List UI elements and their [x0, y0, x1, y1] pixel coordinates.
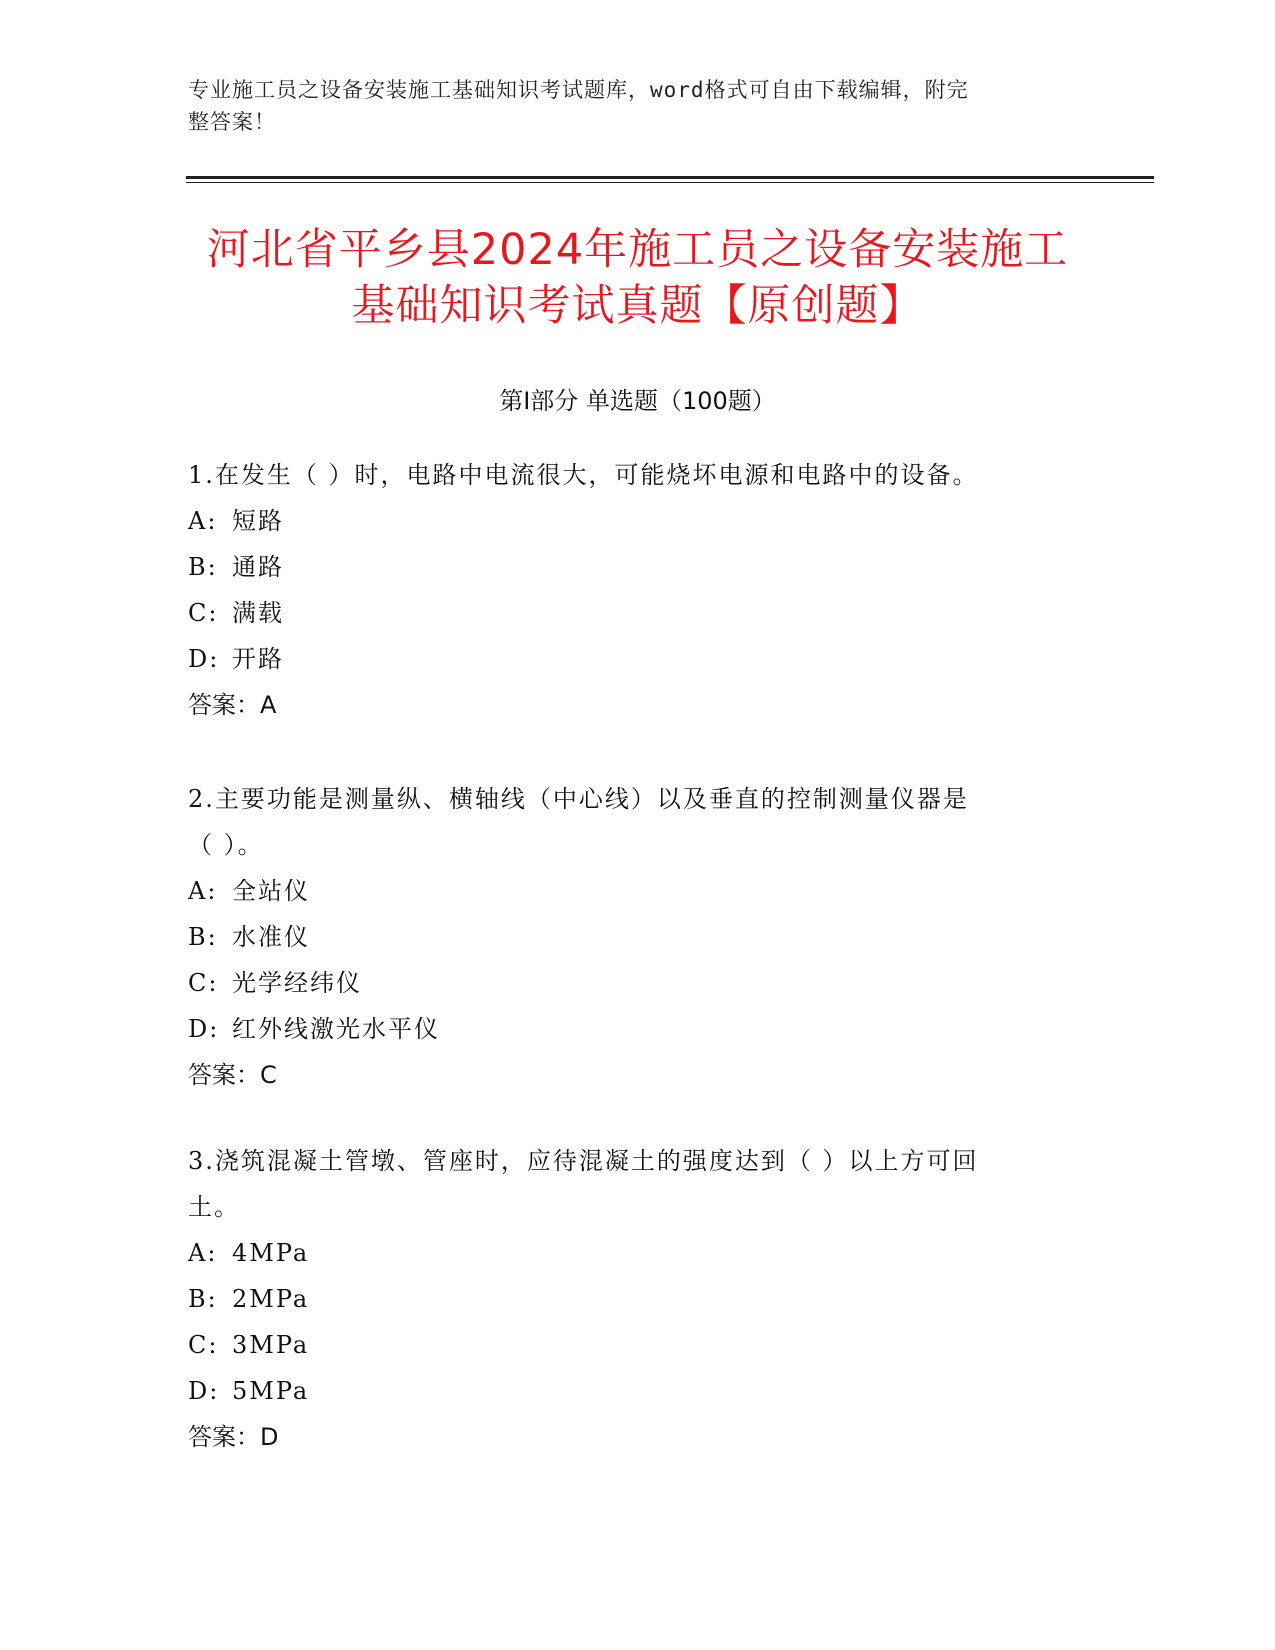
- question-3: [188, 1138, 1088, 1460]
- question-stem-line-2: （ ）。: [188, 831, 264, 859]
- question-1: [188, 452, 1088, 728]
- option-text: 全站仪: [232, 877, 310, 905]
- option-a: [188, 868, 1088, 914]
- option-text: 3MPa: [232, 1331, 310, 1359]
- document-title: [0, 222, 1275, 334]
- option-text: 短路: [232, 507, 284, 535]
- header-note-line-2: 整答案！: [188, 110, 276, 134]
- answer: 答案：C: [188, 1061, 277, 1089]
- option-text: 满载: [232, 599, 284, 627]
- document-title-line-1: 河北省平乡县2024年施工员之设备安装施工: [206, 225, 1069, 275]
- document-title-line-2: 基础知识考试真题【原创题】: [351, 281, 924, 331]
- option-a: [188, 1230, 1088, 1276]
- header-divider-thin: [186, 182, 1154, 183]
- option-letter: A:: [188, 507, 218, 535]
- option-c: [188, 590, 1088, 636]
- option-a: [188, 498, 1088, 544]
- option-text: 4MPa: [232, 1239, 310, 1267]
- section-heading: 第Ⅰ部分 单选题（100题）: [499, 387, 776, 415]
- option-text: 通路: [232, 553, 284, 581]
- question-stem-line-1: 2.主要功能是测量纵、横轴线（中心线）以及垂直的控制测量仪器是: [188, 785, 969, 813]
- option-d: [188, 1006, 1088, 1052]
- option-text: 红外线激光水平仪: [232, 1015, 440, 1043]
- header-note: [188, 74, 1068, 138]
- option-text: 5MPa: [232, 1377, 310, 1405]
- option-letter: C:: [188, 969, 219, 997]
- option-b: [188, 1276, 1088, 1322]
- question-stem: 1.在发生（ ）时，电路中电流很大，可能烧坏电源和电路中的设备。: [188, 461, 979, 489]
- option-text: 水准仪: [232, 923, 310, 951]
- question-stem-line-2: 土。: [188, 1193, 240, 1221]
- option-letter: B:: [188, 1285, 218, 1313]
- option-c: [188, 1322, 1088, 1368]
- header-note-line-1: 专业施工员之设备安装施工基础知识考试题库，word格式可自由下载编辑，附完: [188, 78, 969, 102]
- option-letter: C:: [188, 599, 219, 627]
- option-b: [188, 914, 1088, 960]
- option-letter: B:: [188, 553, 218, 581]
- option-letter: D:: [188, 1015, 220, 1043]
- option-letter: A:: [188, 877, 218, 905]
- answer: 答案：A: [188, 691, 277, 719]
- option-text: 光学经纬仪: [232, 969, 362, 997]
- question-2: [188, 776, 1088, 1098]
- header-divider-thick: [186, 176, 1154, 179]
- option-text: 开路: [232, 645, 284, 673]
- option-letter: C:: [188, 1331, 219, 1359]
- answer: 答案：D: [188, 1423, 279, 1451]
- option-text: 2MPa: [232, 1285, 310, 1313]
- option-b: [188, 544, 1088, 590]
- option-d: [188, 1368, 1088, 1414]
- option-letter: D:: [188, 1377, 220, 1405]
- option-d: [188, 636, 1088, 682]
- option-letter: D:: [188, 645, 220, 673]
- option-letter: B:: [188, 923, 218, 951]
- option-c: [188, 960, 1088, 1006]
- option-letter: A:: [188, 1239, 218, 1267]
- question-stem-line-1: 3.浇筑混凝土管墩、管座时，应待混凝土的强度达到（ ）以上方可回: [188, 1147, 979, 1175]
